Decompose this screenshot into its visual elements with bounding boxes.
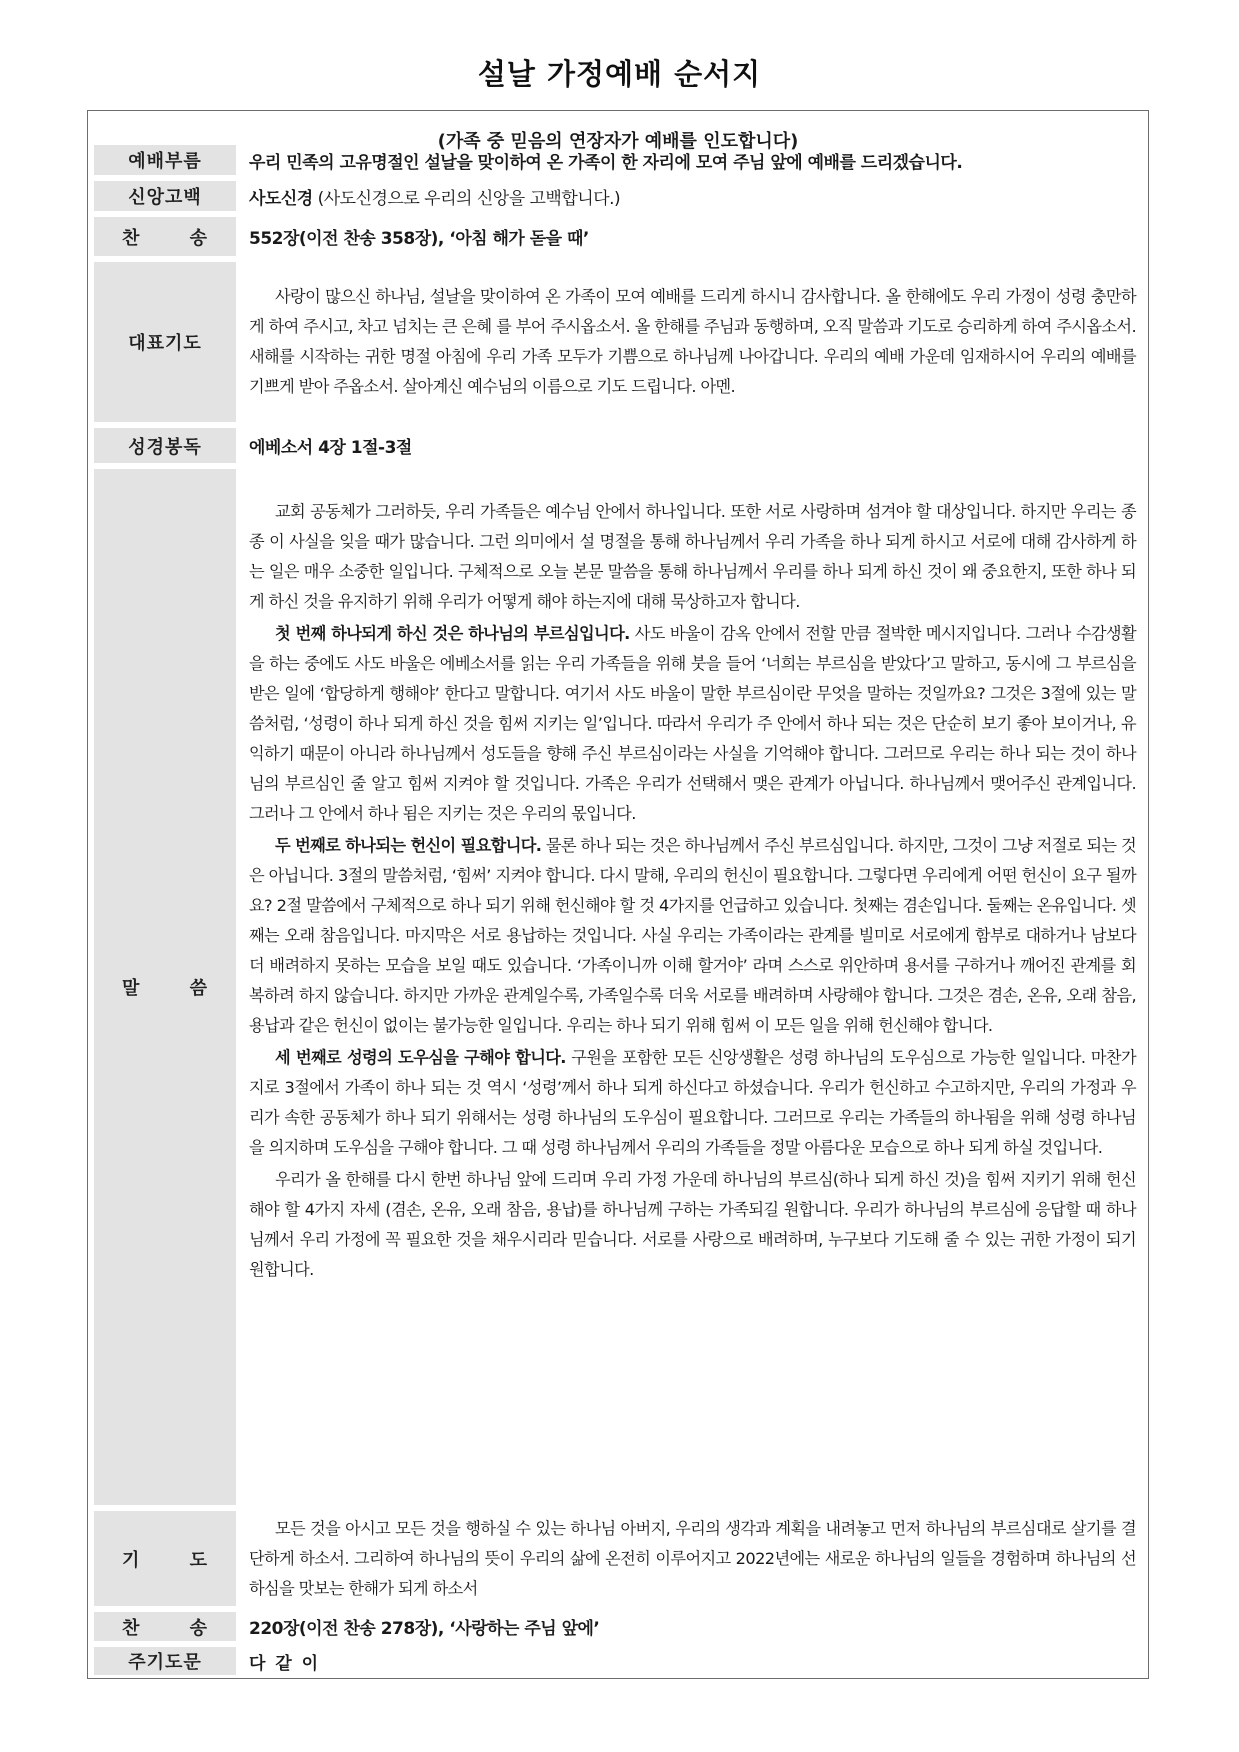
label-hymn2-char-1: 찬 xyxy=(122,1617,141,1639)
label-confession: 신앙고백 xyxy=(94,181,236,211)
hymn-closing-text: 220장(이전 찬송 278장), ‘사랑하는 주님 앞에’ xyxy=(249,1619,600,1639)
label-lords-prayer: 주기도문 xyxy=(94,1647,236,1675)
label-hymn-closing xyxy=(94,1612,236,1641)
confession-title: 사도신경 xyxy=(249,188,313,209)
sermon-paragraph-third-point: 세 번째로 성령의 도우심을 구해야 합니다. 구원을 포함한 모든 신앙생활은 성령 하나님의 도우심으로 가능한 일입니다. 마찬가지로 3절에서 가족이 하나 되는 것 역시 ‘성령’께서 하나 되게 하신다고 하셨습니다. 우리가 헌신하고 수고하지만, 우리의 가정과 우리가 속한 공동체가 하나 되기 위해서는 성령 하나님의 도우심이 필요합니다. 그러므로 우리는 가족들의 하나됨을 위해 성령 하나님을 의지하며 도우심을 구해야 합니다. 그 때 성령 하나님께서 우리의 가족들을 정말 아름다운 모습으로 하나 되게 하실 것입니다. xyxy=(249,1048,1137,1157)
sermon-paragraph-conclusion: 우리가 올 한해를 다시 한번 하나님 앞에 드리며 우리 가정 가운데 하나님의 부르심(하나 되게 하신 것)을 힘써 지키기 위해 헌신해야 할 4가지 자세 (겸손, 온유, 오래 참음, 용납)를 하나님께 구하는 가족되길 원합니다. 우리가 하나님의 부르심에 응답할 때 하나님께서 우리 가정에 꼭 필요한 것을 채우시리라 믿습니다. 서로를 사랑으로 배려하며, 누구보다 기도해 줄 수 있는 귀한 가정이 되기 원합니다. xyxy=(249,1170,1136,1279)
row-representative-prayer xyxy=(94,262,1142,422)
label-sermon-char-2: 씀 xyxy=(189,978,208,999)
label-closing-prayer xyxy=(94,1511,236,1606)
sermon-paragraph-intro: 교회 공동체가 그러하듯, 우리 가족들은 예수님 안에서 하나입니다. 또한 서로 사랑하며 섬겨야 할 대상입니다. 하지만 우리는 종종 이 사실을 잊을 때가 많습니다. 그런 의미에서 설 명절을 통해 하나님께서 우리 가족을 하나 되게 하시고 서로에 대해 감사하게 하는 일은 매우 소중한 일입니다. 구체적으로 오늘 본문 말씀을 통해 하나님께서 우리를 하나 되게 하신 것이 왜 중요한지, 또한 하나 되게 하신 것을 유지하기 위해 우리가 어떻게 해야 하는지에 대해 묵상하고자 합니다. xyxy=(249,502,1136,611)
label-sermon-char-1: 말 xyxy=(122,978,141,999)
row-hymn-closing xyxy=(94,1612,1142,1641)
closing-prayer-text: 모든 것을 아시고 모든 것을 행하실 수 있는 하나님 아버지, 우리의 생각과 계획을 내려놓고 먼저 하나님의 부르심대로 살기를 결단하게 하소서. 그리하여 하나님의 뜻이 우리의 삶에 온전히 이루어지고 2022년에는 새로운 하나님의 일들을 경험하며 하나님의 선하심을 맛보는 한해가 되게 하소서 xyxy=(249,1518,1136,1598)
row-scripture-reading xyxy=(94,428,1142,463)
row-confession xyxy=(94,181,1142,211)
order-of-worship-table xyxy=(87,110,1149,1679)
row-closing-prayer xyxy=(94,1511,1142,1606)
label-hymn-char-1: 찬 xyxy=(122,227,141,249)
label-representative-prayer: 대표기도 xyxy=(94,262,236,422)
hymn-opening-text: 552장(이전 찬송 358장), ‘아침 해가 돋을 때’ xyxy=(249,229,589,249)
closing-prayer-content xyxy=(249,1511,1136,1606)
sermon-paragraph-second-point: 두 번째로 하나되는 헌신이 필요합니다. 물론 하나 되는 것은 하나님께서 주신 부르심입니다. 하지만, 그것이 그냥 저절로 되는 것은 아닙니다. 3절의 말씀처럼, ‘힘써’ 지켜야 합니다. 다시 말해, 우리의 헌신이 필요합니다. 그렇다면 우리에게 어떤 헌신이 요구 될까요? 2절 말씀에서 구체적으로 하나 되기 위해 헌신해야 할 것 4가지를 언급하고 있습니다. 첫째는 겸손입니다. 둘째는 온유입니다. 셋째는 오래 참음입니다. 마지막은 서로 용납하는 것입니다. 사실 우리는 가족이라는 관계를 빌미로 서로에게 함부로 대하거나 남보다 더 배려하지 못하는 모습을 보일 때도 있습니다. ‘가족이니까 이해 할거야’ 라며 스스로 위안하며 용서를 구하거나 깨어진 관계를 회복하려 하지 않습니다. 하지만 가까운 관계일수록, 가족일수록 더욱 서로를 배려하며 사랑해야 합니다. 그것은 겸손, 온유, 오래 참음, 용납과 같은 헌신이 없이는 불가능한 일입니다. 우리는 하나 되기 위해 힘써 이 모든 일을 위해 헌신해야 합니다. xyxy=(249,836,1136,1035)
row-hymn-opening xyxy=(94,217,1142,256)
row-sermon xyxy=(94,469,1142,1505)
confession-content xyxy=(249,181,1136,211)
sermon-point-3-heading: 세 번째로 성령의 도우심을 구해야 합니다. xyxy=(275,1048,566,1067)
label-sermon xyxy=(94,469,236,1505)
row-lords-prayer xyxy=(94,1647,1142,1675)
label-prayer-char-1: 기 xyxy=(122,1549,141,1571)
sermon-paragraph-first-point: 첫 번째 하나되게 하신 것은 하나님의 부르심입니다. 사도 바울이 감옥 안에서 전할 만큼 절박한 메시지입니다. 그러나 수감생활을 하는 중에도 사도 바울은 에베소서를 읽는 우리 가족들을 위해 붓을 들어 ‘너희는 부르심을 받았다’고 말하고, 동시에 그 부르심을 받은 일에 ‘합당하게 행해야’ 한다고 말합니다. 여기서 사도 바울이 말한 부르심이란 무엇을 말하는 것일까요? 그것은 3절에 있는 말씀처럼, ‘성령이 하나 되게 하신 것을 힘써 지키는 일’입니다. 따라서 우리가 주 안에서 하나 되는 것은 단순히 보기 좋아 보이거나, 유익하기 때문이 아니라 하나님께서 성도들을 향해 주신 부르심이라는 사실을 기억해야 합니다. 그러므로 우리는 하나 되는 것이 하나님의 부르심인 줄 알고 힘써 지켜야 할 것입니다. 가족은 우리가 선택해서 맺은 관계가 아닙니다. 하나님께서 맺어주신 관계입니다. 그러나 그 안에서 하나 됨은 지키는 것은 우리의 몫입니다. xyxy=(249,624,1136,823)
sermon-point-1-heading: 첫 번째 하나되게 하신 것은 하나님의 부르심입니다. xyxy=(275,624,630,643)
call-to-worship-text: 우리 민족의 고유명절인 설날을 맞이하여 온 가족이 한 자리에 모여 주님 앞에 예배를 드리겠습니다. xyxy=(249,152,963,173)
label-call-to-worship: 예배부름 xyxy=(94,145,236,175)
leader-note: (가족 중 믿음의 연장자가 예배를 인도합니다) xyxy=(437,131,799,152)
representative-prayer-content xyxy=(249,262,1136,422)
lords-prayer-text: 다 같 이 xyxy=(249,1653,321,1674)
label-hymn-char-2: 송 xyxy=(189,227,208,249)
sermon-content xyxy=(249,469,1136,1505)
row-call-to-worship xyxy=(94,145,1142,175)
page-title: 설날 가정예배 순서지 xyxy=(477,57,762,91)
representative-prayer-text: 사랑이 많으신 하나님, 설날을 맞이하여 온 가족이 모여 예배를 드리게 하시니 감사합니다. 올 한해에도 우리 가정이 성령 충만하게 하여 주시고, 차고 넘치는 큰 은혜 를 부어 주시옵소서. 올 한해를 주님과 동행하며, 오직 말씀과 기도로 승리하게 하여 주시옵소서. 새해를 시작하는 귀한 명절 아침에 우리 가족 모두가 기쁨으로 하나님께 나아갑니다. 우리의 예배 가운데 임재하시어 우리의 예배를 기쁘게 받아 주옵소서. 살아계신 예수님의 이름으로 기도 드립니다. 아멘. xyxy=(249,287,1136,396)
sermon-point-2-heading: 두 번째로 하나되는 헌신이 필요합니다. xyxy=(275,836,542,855)
label-hymn2-char-2: 송 xyxy=(189,1617,208,1639)
confession-note: (사도신경으로 우리의 신앙을 고백합니다.) xyxy=(312,188,621,209)
label-scripture-reading: 성경봉독 xyxy=(94,428,236,463)
label-hymn-opening xyxy=(94,217,236,256)
scripture-reading-text: 에베소서 4장 1절-3절 xyxy=(249,438,412,458)
label-prayer-char-2: 도 xyxy=(189,1549,208,1571)
